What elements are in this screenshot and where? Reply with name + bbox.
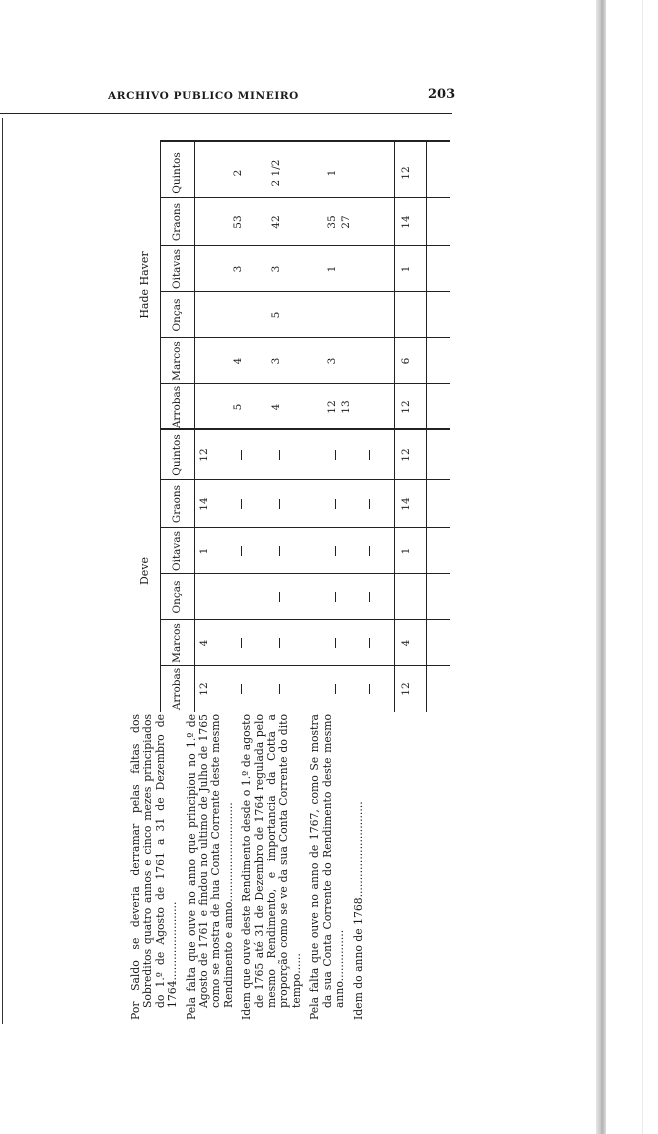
blank-dash xyxy=(335,499,336,509)
column-header-marcos: Marcos xyxy=(171,341,183,381)
table-cell: 35 xyxy=(326,215,338,229)
table-edge-rule xyxy=(160,140,450,142)
deve-total-cell: 1 xyxy=(400,547,412,555)
blank-dash xyxy=(241,499,242,509)
ledger-table xyxy=(128,140,450,712)
blank-dash xyxy=(279,499,280,509)
table-cell: 3 xyxy=(270,357,282,365)
blank-dash xyxy=(241,546,242,556)
table-cell: 1 xyxy=(326,169,338,177)
page-header xyxy=(0,84,458,118)
blank-dash xyxy=(241,638,242,648)
haver-total-cell: 6 xyxy=(400,357,412,365)
header-rule xyxy=(0,113,452,114)
blank-dash xyxy=(369,592,370,602)
column-header-quintos: Quintos xyxy=(171,152,183,194)
column-header-oitavas: Oitavas xyxy=(171,530,183,572)
deve-total-cell: 4 xyxy=(400,639,412,647)
table-cell: 4 xyxy=(270,403,282,411)
blank-dash xyxy=(279,450,280,460)
haver-total-cell: 12 xyxy=(400,166,412,180)
blank-dash xyxy=(369,546,370,556)
deve-total-cell: 12 xyxy=(400,448,412,462)
total-rule xyxy=(394,140,395,712)
deve-total-cell: 14 xyxy=(400,497,412,511)
column-header-marcos: Marcos xyxy=(171,623,183,663)
table-cell: 5 xyxy=(270,311,282,319)
table-cell: 3 xyxy=(326,357,338,365)
table-cell: 1 xyxy=(198,547,210,555)
ledger-entry: Pela falta que ouve no anno de 1767, como Se mostra da sua Conta Corrente do Rendimento deste mesmo anno............... xyxy=(308,714,347,1020)
table-cell: 12 xyxy=(326,400,338,414)
table-cell: 1 xyxy=(326,265,338,273)
table-cell: 42 xyxy=(270,215,282,229)
page-edge-line xyxy=(642,0,643,1134)
blank-dash xyxy=(279,638,280,648)
deve-total-cell: 12 xyxy=(400,682,412,696)
blank-dash xyxy=(369,450,370,460)
table-cell: 12 xyxy=(198,448,210,462)
ledger-entries xyxy=(130,714,382,1020)
ledger-entry: Pela falta que ouve no anno que principiou no 1.º de Agosto de 1761 e findou no ultimo de Julho de 1765 como se mostra de hua Conta Corrente deste mesmo Rendimento e anno............................. xyxy=(184,714,235,1020)
blank-dash xyxy=(241,684,242,694)
column-header-graons: Graons xyxy=(171,202,183,242)
group-heading-haver: Hade Haver xyxy=(137,251,151,319)
blank-dash xyxy=(369,638,370,648)
table-cell: 5 xyxy=(232,403,244,411)
table-bottom-rule xyxy=(426,140,427,712)
table-cell: 53 xyxy=(232,215,244,229)
haver-total-cell: 12 xyxy=(400,400,412,414)
haver-total-cell: 1 xyxy=(400,265,412,273)
table-cell: 4 xyxy=(232,357,244,365)
page-gutter-shadow xyxy=(596,0,606,1134)
page-number: 203 xyxy=(428,87,456,102)
table-cell: 13 xyxy=(340,400,352,414)
column-header-onças: Onças xyxy=(171,298,183,332)
table-cell: 2 1/2 xyxy=(270,159,282,187)
running-title: ARCHIVO PUBLICO MINEIRO xyxy=(108,90,299,102)
column-header-onças: Onças xyxy=(171,580,183,614)
ledger-entry: Idem que ouve deste Rendimento desde o 1.º de agosto de 1765 até 31 de Dezembro de 1764 regulada pelo mesmo Rendimento, e importancia da Cotta a proporção como se ve da sua Conta Corrente do dito tempo...... xyxy=(240,714,303,1020)
blank-dash xyxy=(335,638,336,648)
column-header-arrobas: Arrobas xyxy=(171,385,183,429)
column-header-arrobas: Arrobas xyxy=(171,667,183,711)
haver-total-cell: 14 xyxy=(400,215,412,229)
blank-dash xyxy=(335,450,336,460)
blank-dash xyxy=(279,592,280,602)
table-cell: 3 xyxy=(232,265,244,273)
table-cell: 27 xyxy=(340,215,352,229)
table-cell: 14 xyxy=(198,497,210,511)
column-header-quintos: Quintos xyxy=(171,434,183,476)
blank-dash xyxy=(335,684,336,694)
table-cell: 3 xyxy=(270,265,282,273)
blank-dash xyxy=(335,546,336,556)
column-header-oitavas: Oitavas xyxy=(171,248,183,290)
blank-dash xyxy=(241,450,242,460)
blank-dash xyxy=(279,684,280,694)
blank-dash xyxy=(369,684,370,694)
header-rule-bottom xyxy=(194,140,195,712)
table-cell: 12 xyxy=(198,682,210,696)
blank-dash xyxy=(279,546,280,556)
ledger-entry: Idem do anno de 1768............................ xyxy=(351,801,365,1020)
column-header-graons: Graons xyxy=(171,484,183,524)
ledger-entry: Por Saldo se deveria derramar pelas faltas dos Sobreditos quatro annos e cinco mezes principiados do 1.º de Agosto de 1761 a 31 de Dezembro de 1764....................... xyxy=(129,714,180,1020)
blank-dash xyxy=(369,499,370,509)
rotated-ledger xyxy=(128,140,450,1020)
table-cell: 2 xyxy=(232,169,244,177)
margin-rule xyxy=(2,118,3,1024)
group-heading-deve: Deve xyxy=(137,556,151,586)
blank-dash xyxy=(335,592,336,602)
table-cell: 4 xyxy=(198,639,210,647)
